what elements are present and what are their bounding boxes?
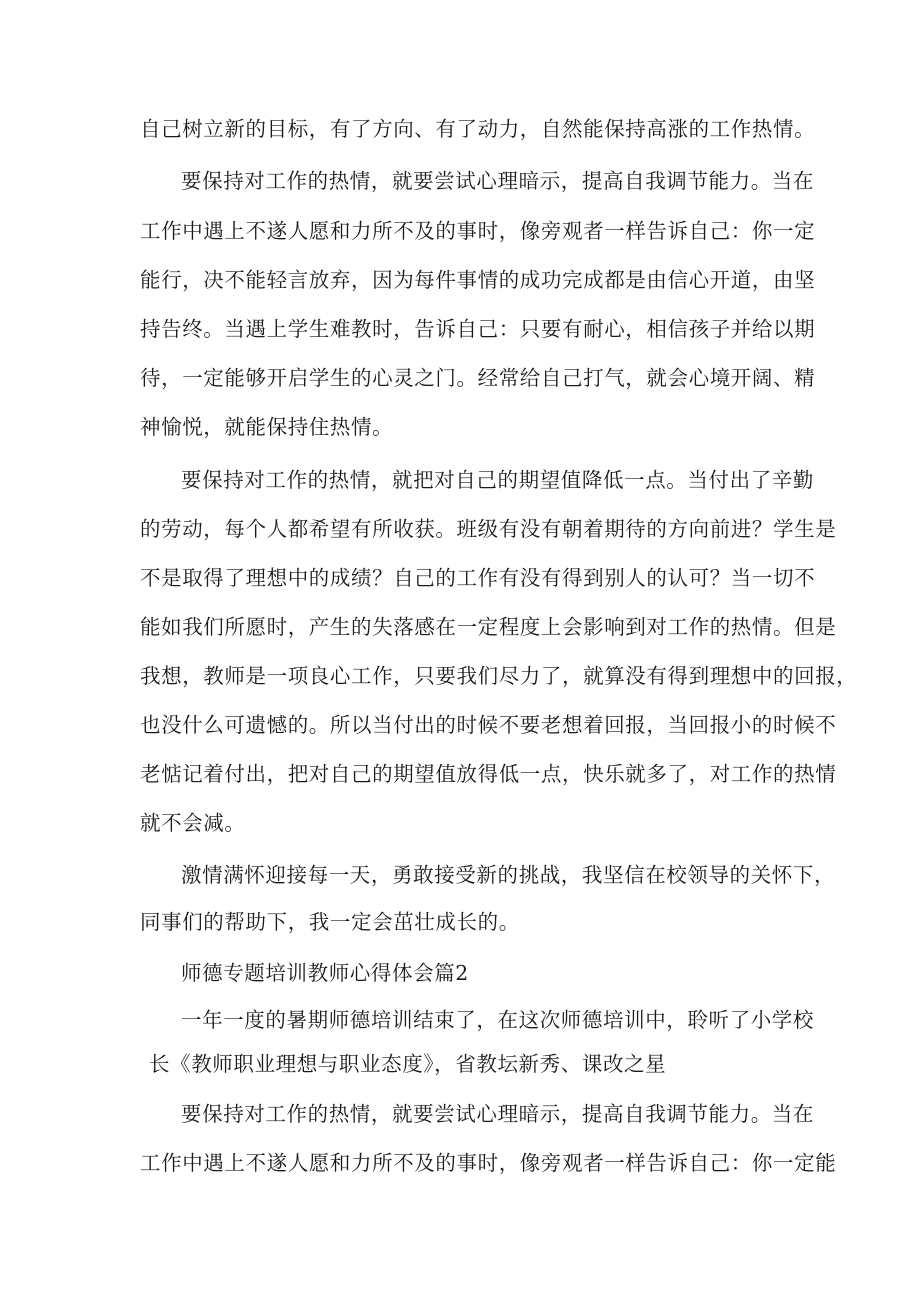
paragraph-line: 就不会减。: [140, 811, 246, 835]
paragraph-line: 我想，教师是一项良心工作，只要我们尽力了，就算没有得到理想中的回报，: [140, 664, 858, 688]
section-heading: 师德专题培训教师心得体会篇2: [181, 961, 469, 985]
paragraph-line: 持告终。当遇上学生难教时，告诉自己：只要有耐心，相信孩子并给以期: [140, 317, 816, 341]
paragraph-line: 同事们的帮助下，我一定会茁壮成长的。: [140, 910, 520, 934]
paragraph-line: 一年一度的暑期师德培训结束了，在这次师德培训中，聆听了小学校: [181, 1008, 814, 1032]
paragraph-line: 也没什么可遗憾的。所以当付出的时候不要老想着回报，当回报小的时候不: [140, 713, 837, 737]
paragraph-line: 长《教师职业理想与职业态度》，省教坛新秀、课改之星: [149, 1052, 667, 1076]
paragraph-line: 能行，决不能轻言放弃，因为每件事情的成功完成都是由信心开道，由坚: [140, 268, 816, 292]
paragraph-line: 的劳动，每个人都希望有所收获。班级有没有朝着期待的方向前进？学生是: [140, 517, 837, 541]
paragraph-line: 老惦记着付出，把对自己的期望值放得低一点，快乐就多了，对工作的热情: [140, 762, 837, 786]
paragraph-line: 要保持对工作的热情，就要尝试心理暗示，提高自我调节能力。当在: [181, 1102, 814, 1126]
paragraph-line: 要保持对工作的热情，就把对自己的期望值降低一点。当付出了辛勤: [181, 468, 814, 492]
paragraph-line: 不是取得了理想中的成绩？自己的工作有没有得到别人的认可？当一切不: [140, 566, 816, 590]
paragraph-line: 要保持对工作的热情，就要尝试心理暗示，提高自我调节能力。当在: [181, 169, 814, 193]
paragraph-line: 工作中遇上不遂人愿和力所不及的事时，像旁观者一样告诉自己：你一定能: [140, 1151, 837, 1175]
paragraph-line: 自己树立新的目标，有了方向、有了动力，自然能保持高涨的工作热情。: [140, 117, 816, 141]
paragraph-line: 工作中遇上不遂人愿和力所不及的事时，像旁观者一样告诉自己：你一定: [140, 219, 816, 243]
paragraph-line: 神愉悦，就能保持住热情。: [140, 415, 394, 439]
paragraph-line: 能如我们所愿时，产生的失落感在一定程度上会影响到对工作的热情。但是: [140, 615, 837, 639]
paragraph-line: 激情满怀迎接每一天，勇敢接受新的挑战，我坚信在校领导的关怀下，: [181, 863, 836, 887]
paragraph-line: 待，一定能够开启学生的心灵之门。经常给自己打气，就会心境开阔、精: [140, 366, 816, 390]
